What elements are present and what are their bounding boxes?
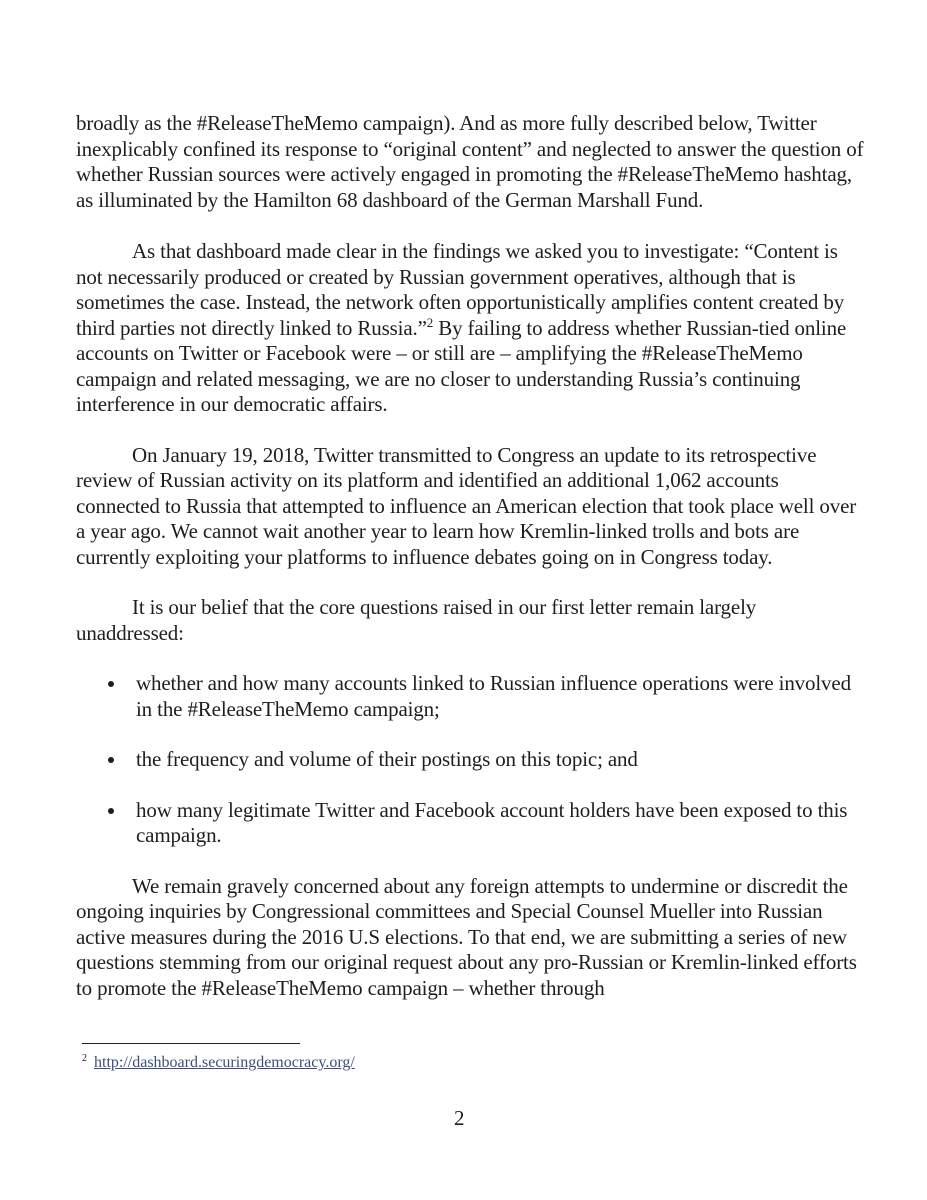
bullet-icon: [108, 681, 114, 687]
bullet-item: [76, 671, 866, 722]
bullet-list: [76, 671, 866, 849]
paragraph-continuation: broadly as the #ReleaseTheMemo campaign). And as more fully described below, Twitter inexplicably confined its response to “original content” and neglected to answer the question of whether Russian sources were actively engaged in promoting the #ReleaseTheMemo hashtag, as illuminated by the Hamilton 68 dashboard of the German Marshall Fund.: [76, 111, 864, 212]
footnote: [82, 1053, 355, 1073]
bullet-text: whether and how many accounts linked to Russian influence operations were involved in the #ReleaseTheMemo campaign;: [136, 671, 851, 721]
footnote-divider: [82, 1043, 300, 1044]
bullet-text: the frequency and volume of their postings on this topic; and: [136, 747, 638, 771]
bullet-item: [76, 798, 866, 849]
letter-page-body: [76, 111, 866, 1026]
paragraph-dashboard-findings-text: As that dashboard made clear in the findings we asked you to investigate: “Content is not necessarily produced or created by Russian government operatives, although that is sometimes the case. Instead, the network often opportunistically amplifies content created by third parties not directly linked to Russia.”: [76, 239, 845, 340]
bullet-icon: [108, 808, 114, 814]
footnote-reference: 2: [426, 314, 434, 330]
footnote-link[interactable]: http://dashboard.securingdemocracy.org/: [94, 1054, 355, 1071]
paragraph-concern: We remain gravely concerned about any foreign attempts to undermine or discredit the ongoing inquiries by Congressional committees and Special Counsel Mueller into Russian active measures during the 2016 U.S elections. To that end, we are submitting a series of new questions stemming from our original request about any pro-Russian or Kremlin-linked efforts to promote the #ReleaseTheMemo campaign – whether through: [76, 873, 857, 1000]
paragraph-twitter-update: On January 19, 2018, Twitter transmitted to Congress an update to its retrospective review of Russian activity on its platform and identified an additional 1,062 accounts connected to Russia that attempted to influence an American election that took place well over a year ago. We cannot wait another year to learn how Kremlin-linked trolls and bots are currently exploiting your platforms to influence debates going on in Congress today.: [76, 442, 857, 569]
paragraph-core-questions: It is our belief that the core questions raised in our first letter remain largely unaddressed:: [76, 595, 757, 645]
page-number: 2: [454, 1106, 465, 1130]
bullet-icon: [108, 757, 114, 763]
footnote-number: 2: [82, 1053, 87, 1064]
bullet-item: [76, 747, 866, 773]
bullet-text: how many legitimate Twitter and Facebook account holders have been exposed to this campaign.: [136, 797, 848, 847]
paragraph-dashboard-findings-text-cont: By failing to address whether Russian-tied online accounts on Twitter or Facebook were – or still are – amplifying the #ReleaseTheMemo campaign and related messaging, we are no closer to understanding Russia’s continuing interference in our democratic affairs.: [76, 315, 847, 416]
paragraph-dashboard-findings: [76, 239, 866, 418]
